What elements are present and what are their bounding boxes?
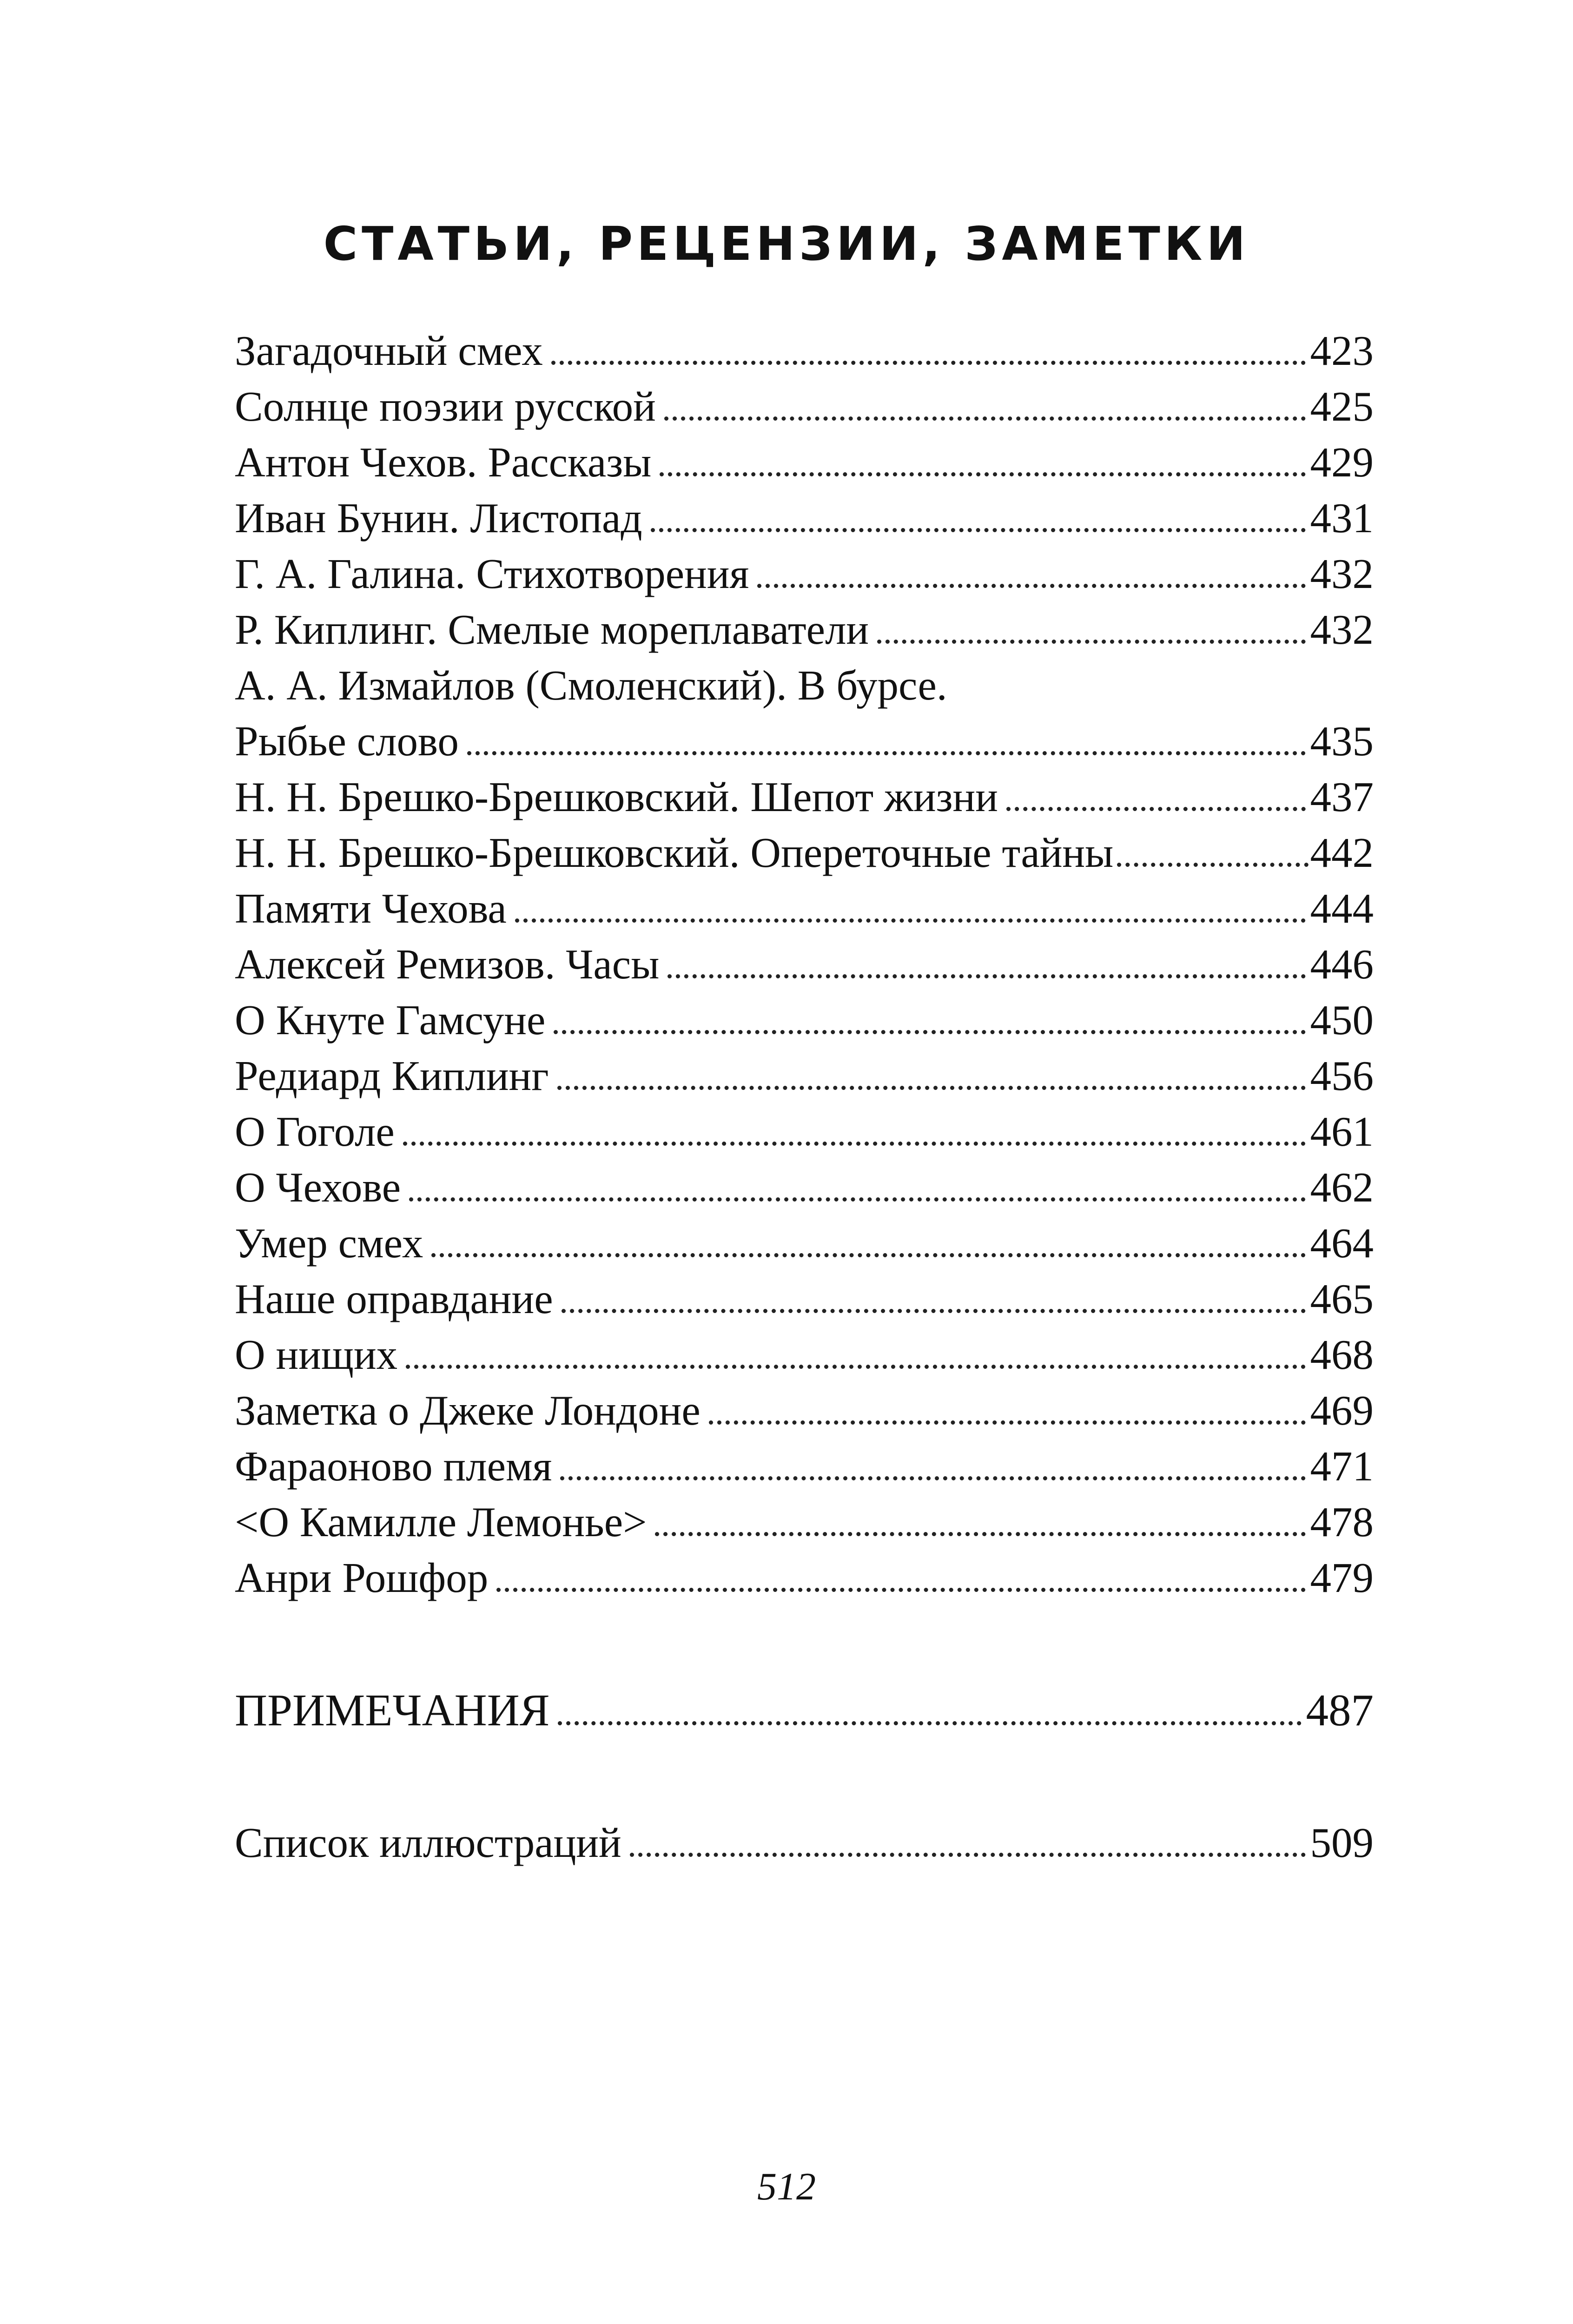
toc-entry[interactable] bbox=[235, 490, 1374, 546]
section-heading: СТАТЬИ, РЕЦЕНЗИИ, ЗАМЕТКИ bbox=[323, 217, 1250, 271]
dot-leader bbox=[630, 1853, 1306, 1857]
toc-entry-title-continuation: Рыбье слово bbox=[235, 718, 459, 765]
toc-entry-title: Список иллюстраций bbox=[235, 1819, 621, 1866]
toc-entry[interactable] bbox=[235, 1327, 1374, 1383]
toc-entry-page: 442 bbox=[1310, 829, 1374, 876]
toc-entry[interactable] bbox=[235, 1494, 1374, 1550]
dot-leader bbox=[560, 1476, 1305, 1480]
toc-entry[interactable] bbox=[235, 1439, 1374, 1494]
toc-entry-page: 444 bbox=[1310, 885, 1374, 932]
dot-leader bbox=[877, 640, 1305, 644]
toc-entry-page: 464 bbox=[1310, 1220, 1374, 1267]
dot-leader bbox=[668, 974, 1305, 978]
toc-entry-title: Г. А. Галина. Стихотворения bbox=[235, 550, 749, 597]
toc-entry-page: 456 bbox=[1310, 1052, 1374, 1099]
toc-entry-page: 479 bbox=[1310, 1554, 1374, 1601]
dot-leader bbox=[406, 1365, 1305, 1369]
toc-entry[interactable] bbox=[235, 602, 1374, 658]
toc-entry-title: Н. Н. Брешко-Брешковский. Опереточные тайны bbox=[235, 829, 1114, 876]
dot-leader bbox=[551, 361, 1306, 365]
toc-entry[interactable] bbox=[235, 1160, 1374, 1215]
toc-entry-title: Солнце поэзии русской bbox=[235, 383, 656, 430]
toc-entry-page: 432 bbox=[1310, 550, 1374, 597]
toc-entry-page: 437 bbox=[1310, 773, 1374, 820]
toc-entry-page: 431 bbox=[1310, 495, 1374, 541]
dot-leader bbox=[554, 1030, 1305, 1034]
toc-entry[interactable] bbox=[235, 379, 1374, 435]
toc-entry-title: О Кнуте Гамсуне bbox=[235, 997, 546, 1043]
toc-entry-title: Фараоново племя bbox=[235, 1443, 552, 1490]
dot-leader bbox=[562, 1309, 1306, 1313]
toc-entry-title: А. А. Измайлов (Смоленский). В бурсе. bbox=[235, 662, 947, 709]
toc-entry-title: Алексей Ремизов. Часы bbox=[235, 941, 660, 988]
toc-entry-title: Антон Чехов. Рассказы bbox=[235, 439, 652, 486]
toc-entry[interactable] bbox=[235, 825, 1374, 881]
toc-entry-page: 487 bbox=[1306, 1685, 1374, 1735]
toc-entry[interactable] bbox=[235, 323, 1374, 379]
toc-entry-title: Н. Н. Брешко-Брешковский. Шепот жизни bbox=[235, 773, 998, 820]
toc-entry-page: 471 bbox=[1310, 1443, 1374, 1490]
dot-leader bbox=[431, 1253, 1305, 1257]
toc-entry-title: Умер смех bbox=[235, 1220, 423, 1267]
toc-entry-title: Заметка о Джеке Лондоне bbox=[235, 1387, 701, 1434]
dot-leader bbox=[557, 1086, 1306, 1090]
toc-entry-page: 432 bbox=[1310, 606, 1374, 653]
toc-entry-first-line[interactable] bbox=[235, 658, 1374, 713]
toc-entry-page: 469 bbox=[1310, 1387, 1374, 1434]
dot-leader bbox=[651, 528, 1306, 532]
toc-entry-title: О нищих bbox=[235, 1331, 398, 1378]
toc-entry-title: О Гоголе bbox=[235, 1108, 395, 1155]
toc-entry[interactable] bbox=[235, 546, 1374, 602]
dot-leader bbox=[409, 1197, 1305, 1202]
toc-entry-page: 423 bbox=[1310, 327, 1374, 374]
toc-entry[interactable] bbox=[235, 992, 1374, 1048]
toc-entry-notes[interactable] bbox=[235, 1683, 1374, 1738]
toc-entry-title: ПРИМЕЧАНИЯ bbox=[235, 1685, 550, 1735]
toc-entry-title: Анри Рошфор bbox=[235, 1554, 489, 1601]
toc-entry[interactable] bbox=[235, 1048, 1374, 1104]
toc-entry-title: Р. Киплинг. Смелые мореплаватели bbox=[235, 606, 869, 653]
dot-leader bbox=[496, 1588, 1305, 1592]
toc-entry-title: Памяти Чехова bbox=[235, 885, 507, 932]
toc-entry-page: 509 bbox=[1310, 1819, 1374, 1866]
toc-entry-page: 468 bbox=[1310, 1331, 1374, 1378]
dot-leader bbox=[558, 1721, 1301, 1725]
toc-entry-title: Загадочный смех bbox=[235, 327, 543, 374]
toc-entry[interactable] bbox=[235, 1383, 1374, 1439]
toc-entry[interactable] bbox=[235, 435, 1374, 490]
toc-entry-page: 429 bbox=[1310, 439, 1374, 486]
dot-leader bbox=[655, 1532, 1305, 1536]
toc-entry[interactable] bbox=[235, 937, 1374, 992]
toc-entry-title: Редиард Киплинг bbox=[235, 1052, 549, 1099]
toc-entry-page: 465 bbox=[1310, 1275, 1374, 1322]
toc-entry[interactable] bbox=[235, 1215, 1374, 1271]
toc-entry[interactable] bbox=[235, 1550, 1374, 1606]
page-number: 512 bbox=[757, 2165, 816, 2208]
toc-entry-page: 446 bbox=[1310, 941, 1374, 988]
toc-entry-illustrations[interactable] bbox=[235, 1815, 1374, 1871]
toc-entry-page: 435 bbox=[1310, 718, 1374, 765]
toc-entry[interactable] bbox=[235, 769, 1374, 825]
dot-leader bbox=[515, 918, 1306, 923]
toc-entry-continuation[interactable] bbox=[235, 713, 1374, 769]
toc-entry[interactable] bbox=[235, 1104, 1374, 1160]
toc-entry-page: 425 bbox=[1310, 383, 1374, 430]
toc-entry-title: О Чехове bbox=[235, 1164, 401, 1211]
toc-entry-title: <О Камилле Лемонье> bbox=[235, 1499, 647, 1545]
dot-leader bbox=[664, 416, 1306, 421]
dot-leader bbox=[660, 472, 1305, 476]
dot-leader bbox=[757, 584, 1305, 588]
dot-leader bbox=[1117, 863, 1308, 867]
dot-leader bbox=[403, 1142, 1306, 1146]
toc-entry-page: 461 bbox=[1310, 1108, 1374, 1155]
toc-entry-page: 462 bbox=[1310, 1164, 1374, 1211]
toc-entry[interactable] bbox=[235, 881, 1374, 937]
toc-entry[interactable] bbox=[235, 1271, 1374, 1327]
toc-entry-page: 478 bbox=[1310, 1499, 1374, 1545]
dot-leader bbox=[467, 751, 1306, 755]
toc-entry-page: 450 bbox=[1310, 997, 1374, 1043]
dot-leader bbox=[709, 1420, 1306, 1425]
toc-entry-title: Наше оправдание bbox=[235, 1275, 553, 1322]
table-of-contents bbox=[235, 323, 1374, 1871]
dot-leader bbox=[1006, 807, 1306, 811]
toc-entry-title: Иван Бунин. Листопад bbox=[235, 495, 642, 541]
